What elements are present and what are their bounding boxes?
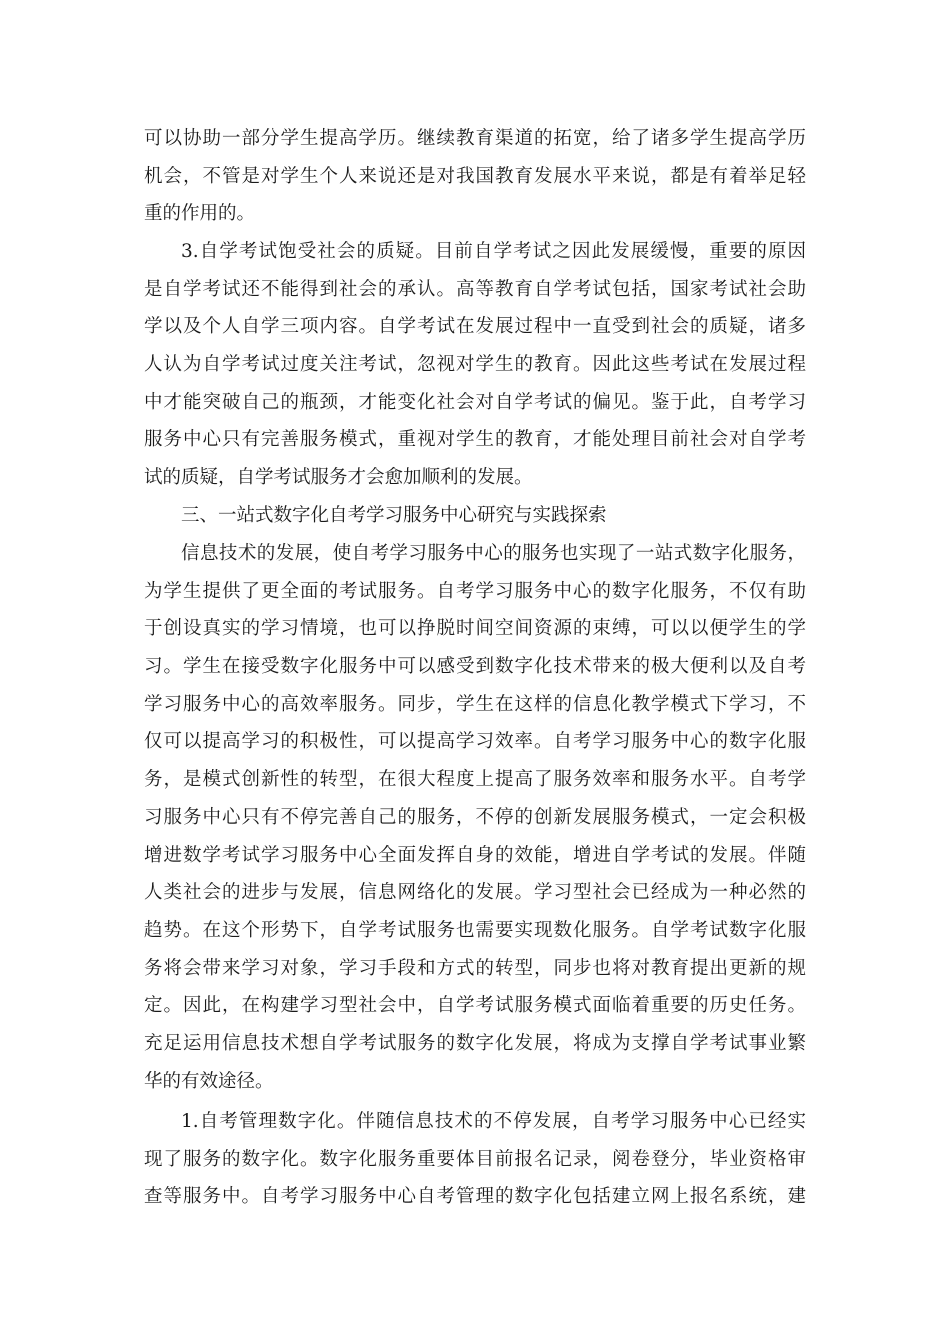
text-line: 是自学考试还不能得到社会的承认。高等教育自学考试包括，国家考试社会助 <box>144 278 806 300</box>
text-line: 人类社会的进步与发展，信息网络化的发展。学习型社会已经成为一种必然的 <box>144 882 806 904</box>
section-heading <box>144 497 806 535</box>
paragraph-self-study-questioned <box>144 233 806 497</box>
text-line: 定。因此，在构建学习型社会中，自学考试服务模式面临着重要的历史任务。 <box>144 995 806 1017</box>
text-line: 重的作用的。 <box>144 203 256 225</box>
heading-line: 三、一站式数字化自考学习服务中心研究与实践探索 <box>181 505 607 526</box>
text-line: 3.自学考试饱受社会的质疑。目前自学考试之因此发展缓慢，重要的原因 <box>181 241 806 262</box>
paragraph-continuation <box>144 120 806 233</box>
text-line: 服务中心只有完善服务模式，重视对学生的教育，才能处理目前社会对自学考 <box>144 429 806 451</box>
text-line: 增进数学考试学习服务中心全面发挥自身的效能，增进自学考试的发展。伴随 <box>144 844 806 866</box>
text-line: 习服务中心只有不停完善自己的服务，不停的创新发展服务模式，一定会积极 <box>144 806 806 828</box>
text-line: 试的质疑，自学考试服务才会愈加顺利的发展。 <box>144 467 533 489</box>
paragraph-digital-service <box>144 535 806 1100</box>
text-line: 机会，不管是对学生个人来说还是对我国教育发展水平来说，都是有着举足轻 <box>144 165 806 187</box>
text-line: 习。学生在接受数字化服务中可以感受到数字化技术带来的极大便利以及自考 <box>144 656 806 678</box>
text-line: 于创设真实的学习情境，也可以挣脱时间空间资源的束缚，可以以便学生的学 <box>144 618 806 640</box>
paragraph-management-digitization <box>144 1103 806 1216</box>
text-line: 充足运用信息技术想自学考试服务的数字化发展，将成为支撑自学考试事业繁 <box>144 1032 806 1054</box>
text-line: 学习服务中心的高效率服务。同步，学生在这样的信息化教学模式下学习，不 <box>144 693 806 715</box>
text-line: 趋势。在这个形势下，自学考试服务也需要实现数化服务。自学考试数字化服 <box>144 919 806 941</box>
text-line: 查等服务中。自考学习服务中心自考管理的数字化包括建立网上报名系统，建 <box>144 1186 806 1208</box>
text-line: 务，是模式创新性的转型，在很大程度上提高了服务效率和服务水平。自考学 <box>144 769 806 791</box>
text-line: 务将会带来学习对象，学习手段和方式的转型，同步也将对教育提出更新的规 <box>144 957 806 979</box>
text-line: 为学生提供了更全面的考试服务。自考学习服务中心的数字化服务，不仅有助 <box>144 580 806 602</box>
text-line: 华的有效途径。 <box>144 1070 274 1092</box>
text-line: 信息技术的发展，使自考学习服务中心的服务也实现了一站式数字化服务， <box>181 543 806 564</box>
text-line: 可以协助一部分学生提高学历。继续教育渠道的拓宽，给了诸多学生提高学历 <box>144 128 806 149</box>
text-line: 人认为自学考试过度关注考试，忽视对学生的教育。因此这些考试在发展过程 <box>144 354 806 376</box>
text-line: 学以及个人自学三项内容。自学考试在发展过程中一直受到社会的质疑，诸多 <box>144 316 806 338</box>
text-line: 中才能突破自己的瓶颈，才能变化社会对自学考试的偏见。鉴于此，自考学习 <box>144 391 806 413</box>
text-line: 1.自考管理数字化。伴随信息技术的不停发展，自考学习服务中心已经实 <box>181 1111 806 1132</box>
text-line: 现了服务的数字化。数字化服务重要体目前报名记录，阅卷登分，毕业资格审 <box>144 1148 806 1170</box>
text-line: 仅可以提高学习的积极性，可以提高学习效率。自考学习服务中心的数字化服 <box>144 731 806 753</box>
